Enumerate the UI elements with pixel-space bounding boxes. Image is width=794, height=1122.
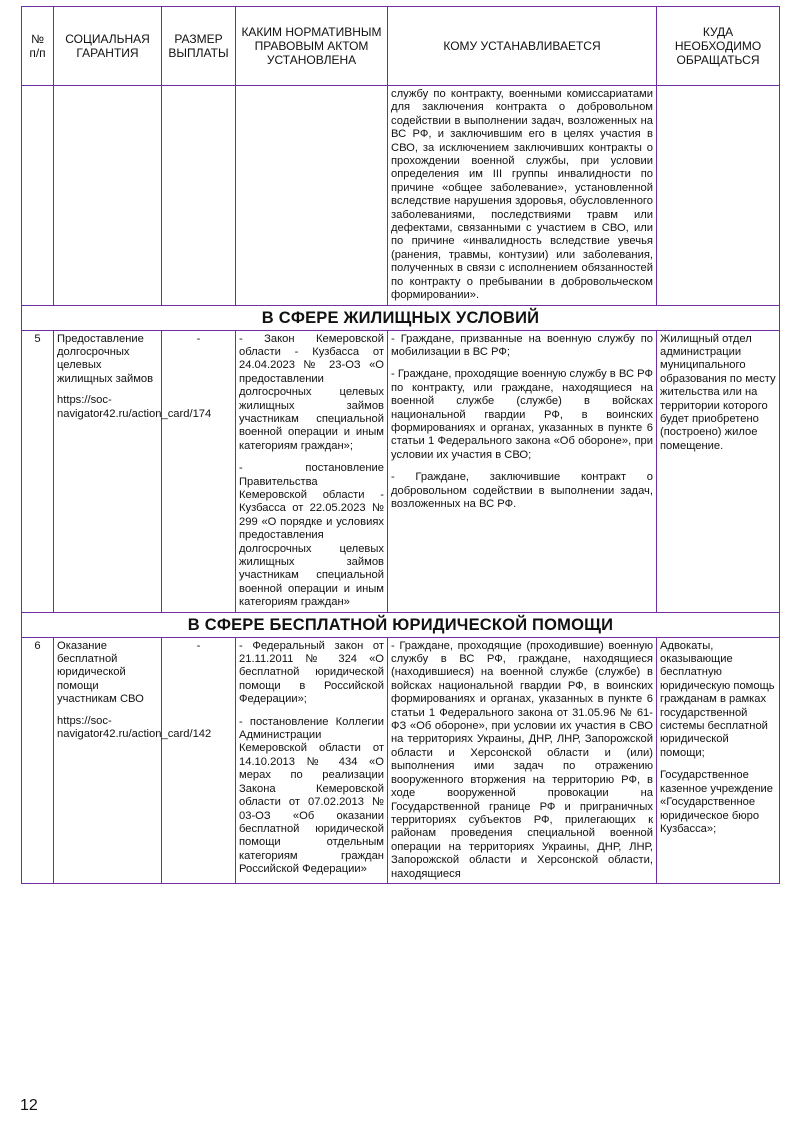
row-number: 6 [22,637,54,883]
page-number: 12 [20,1097,38,1114]
legal-act-item: - постановление Правительства Кемеровской области - Кузбасса от 22.05.2023 № 299 «О порядке и условиях предоставления долгосрочных целевых жилищных займов участникам специальной военной операции и иным категориям граждан» [239,462,384,609]
where-to-apply [657,637,780,883]
table-row [22,637,780,883]
action-card-link[interactable]: https://soc-navigator42.ru/action_card/174 [57,394,212,420]
legal-acts [236,330,388,612]
recipient-item: - Граждане, проходящие (проходившие) военную службу в ВС РФ, граждане, находящиеся (находившиеся) на военной службе (службе) в войсках национальной гвардии РФ, в воинских формированиях и органах, указанных в пункте 6 статьи 1 Федерального закона от 31.05.96 № 61-ФЗ «Об обороне», при условии их участия в СВО на территориях Украины, ДНР, ЛНР, Запорожской области и Херсонской области и (или) выполнения ими задач по отражению вооруженного вторжения на территорию РФ, в ходе вооруженной провокации на Государственной границе РФ и приграничных территориях субъектов РФ, прилегающих к районам проведения специальной военной операции на территориях Украины, ДНР, ЛНР, Запорожской области и Херсонской области, находящиеся [391,639,653,880]
continuation-whom: службу по контракту, военными комиссариатами для заключения контракта о добровольном содействии в выполнении задач, возложенных на ВС РФ, и заключившим его в целях участия в СВО, за исключением заключивших контракты о прохождении военной службы, при условии определения им III группы инвалидности по причине «общее заболевание», установленной вследствие нарушения здоровья, обусловленного заболеваниями, последствиями травм или дефектами, связанными с участием в СВО, или по причине «инвалидность вследствие увечья (ранения, травмы, контузии) или заболевания, полученных в связи с исполнением обязанностей по контракту о пребывании в добровольческом формировании». [388,86,657,306]
section-title: В СФЕРЕ ЖИЛИЩНЫХ УСЛОВИЙ [22,305,780,330]
section-header-row [22,305,780,330]
apply-place-item: Адвокаты, оказывающие бесплатную юридическую помощь гражданам в рамках государственной системы бесплатной юридической помощи; [660,639,775,759]
apply-place-item: Государственное казенное учреждение «Государственное юридическое бюро Кузбасса»; [660,769,773,835]
guarantee-cell [54,330,212,612]
header-num: № п/п [22,7,54,86]
guarantee-cell [54,637,212,883]
recipient-item: - Граждане, призванные на военную службу по мобилизации в ВС РФ; [391,332,653,358]
header-row [22,7,780,86]
header-whom: КОМУ УСТАНАВЛИВАЕТСЯ [388,7,657,86]
header-where: КУДА НЕОБХОДИМО ОБРАЩАТЬСЯ [657,7,780,86]
legal-act-item: - Федеральный закон от 21.11.2011 № 324 «О бесплатной юридической помощи в Российской Федерации»; [239,639,384,706]
section-header-row [22,612,780,637]
header-amount: РАЗМЕР ВЫПЛАТЫ [162,7,236,86]
payment-amount: - [162,637,236,883]
action-card-link[interactable]: https://soc-navigator42.ru/action_card/142 [57,714,212,741]
benefits-table-sheet [20,6,779,1114]
eligible-recipients [388,330,657,612]
eligible-recipients [388,637,657,883]
header-act: КАКИМ НОРМАТИВНЫМ ПРАВОВЫМ АКТОМ УСТАНОВЛЕНА [236,7,388,86]
recipient-item: - Граждане, проходящие военную службу в ВС РФ по контракту, или граждане, находящиеся на военной службе (службе) в войсках национальной гвардии РФ, в воинских формированиях и органах, указанных в пункте 6 статьи 1 Федерального закона «Об обороне», при условии их участия в СВО; [391,368,653,461]
header-guarantee: СОЦИАЛЬНАЯ ГАРАНТИЯ [54,7,162,86]
row-number: 5 [22,330,54,612]
where-to-apply [657,330,780,612]
benefits-table [21,6,780,884]
legal-acts [236,637,388,883]
recipient-item: - Граждане, заключившие контракт о добровольном содействии в выполнении задач, возложенных на ВС РФ. [391,471,653,510]
apply-place-item: Жилищный отдел администрации муниципального образования по месту жительства или на территории которого будет приобретено (построено) жилое помещение. [660,332,776,452]
payment-amount: - [162,330,236,612]
legal-act-item: - постановление Коллегии Администрации Кемеровской области от 14.10.2013 № 434 «О мерах по реализации Закона Кемеровской области от 07.02.2013 № 03-ОЗ «Об оказании бесплатной юридической помощи отдельным категориям граждан Российской Федерации» [239,715,384,876]
guarantee-name: Предоставление долгосрочных целевых жилищных займов [57,332,154,385]
guarantee-name: Оказание бесплатной юридической помощи участникам СВО [57,639,144,706]
section-title: В СФЕРЕ БЕСПЛАТНОЙ ЮРИДИЧЕСКОЙ ПОМОЩИ [22,612,780,637]
table-row [22,330,780,612]
continuation-row [22,86,780,306]
legal-act-item: - Закон Кемеровской области - Кузбасса от 24.04.2023 № 23-ОЗ «О предоставлении долгосрочных целевых жилищных займов участникам специальной военной операции и иным категориям граждан»; [239,332,384,452]
